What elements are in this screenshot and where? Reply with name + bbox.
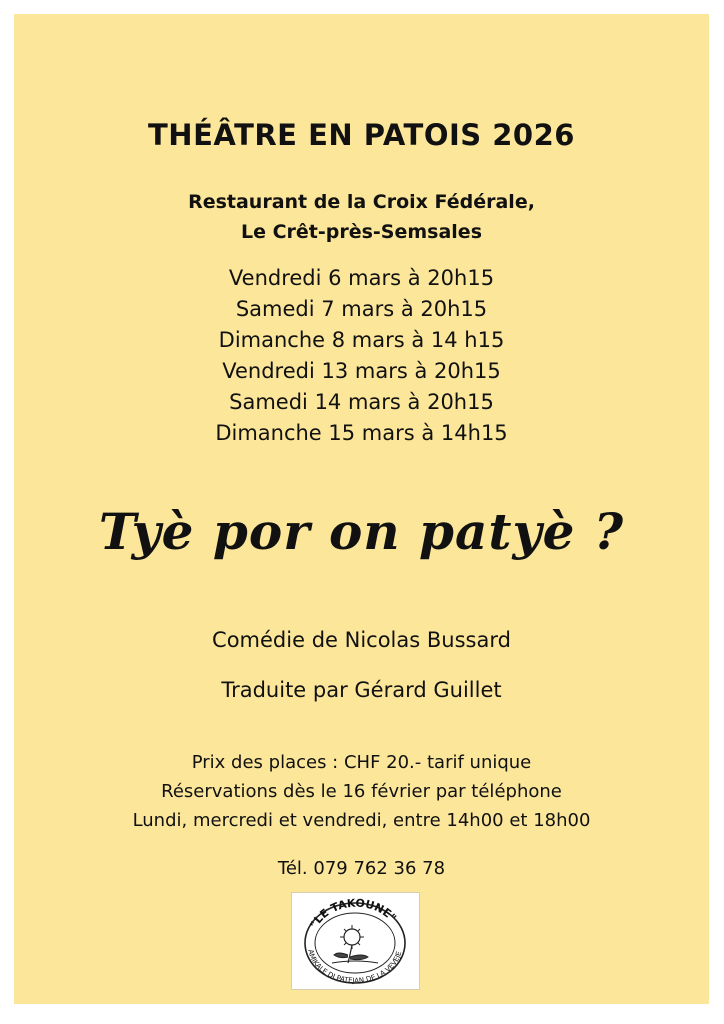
translator-credit: Traduite par Gérard Guillet	[221, 678, 502, 702]
takoune-logo	[291, 892, 420, 990]
date-line: Samedi 14 mars à 20h15	[229, 390, 494, 414]
date-line: Samedi 7 mars à 20h15	[235, 297, 488, 321]
info-line: Réservations dès le 16 février par téléphone	[161, 781, 562, 802]
venue	[14, 187, 709, 247]
date-line: Vendredi 6 mars à 20h15	[228, 266, 495, 290]
venue-line: Restaurant de la Croix Fédérale,	[188, 191, 535, 213]
venue-line: Le Crêt-près-Semsales	[240, 221, 483, 243]
svg-text:"LE TAKOUNE": "LE TAKOUNE"	[307, 896, 399, 931]
phone-number: Tél. 079 762 36 78	[277, 858, 446, 879]
performance-dates	[14, 263, 709, 449]
date-line: Dimanche 15 mars à 14h15	[215, 421, 508, 445]
poster-title: THÉÂTRE EN PATOIS 2026	[148, 118, 575, 152]
date-line: Vendredi 13 mars à 20h15	[222, 359, 501, 383]
info-line: Lundi, mercredi et vendredi, entre 14h00 et 18h00	[132, 810, 591, 831]
play-title: Tyè por on patyè ?	[98, 502, 625, 561]
info-line: Prix des places : CHF 20.- tarif unique	[191, 752, 532, 773]
svg-text:AMIKALE DI PATEJAN DE LA VEVEJ: AMIKALE DI PATEJAN DE LA VEVEJE	[306, 948, 404, 985]
author-credit: Comédie de Nicolas Bussard	[212, 628, 511, 652]
ticket-info	[14, 748, 709, 835]
poster	[14, 14, 709, 1004]
date-line: Dimanche 8 mars à 14 h15	[218, 328, 505, 352]
takoune-seal-icon	[292, 893, 419, 989]
